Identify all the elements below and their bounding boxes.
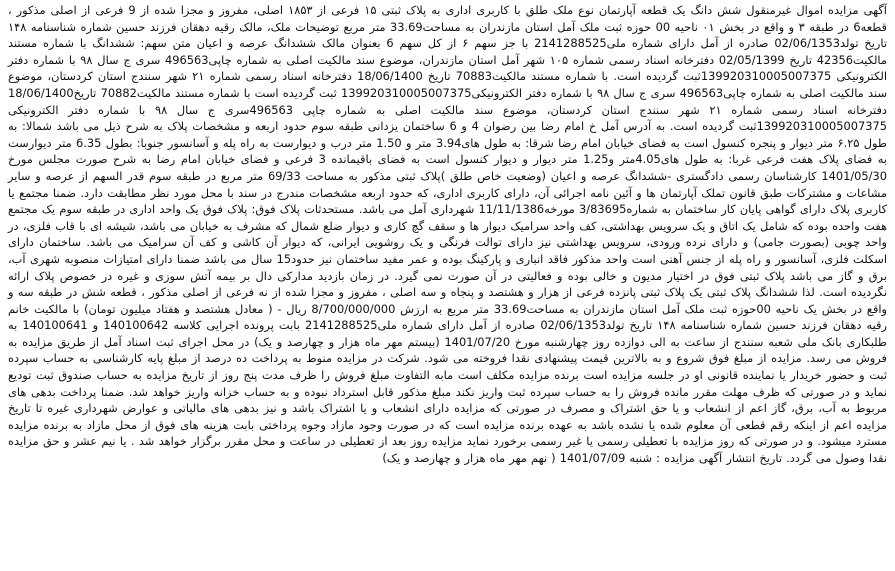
- auction-notice-text: آگهی مزایده اموال غیرمنقول شش دانگ یک قطعه آپارتمان نوع ملک طلق با کاربری اداری به پلاک ثبتی ۱۵ فرعی از ۱۸۵۳ اصلی، مفروز و مجزا شده از 9 فرعی از اصلی مذکور ، قطعه6 در طبقه ۳ و واقع در بخش ۰۱ ناحیه 00 حوزه ثبت ملک آمل استان مازندران به مساحت33.69 متر مربع توضیحات ملک، مالک رقیه دهقان فرزند حسین شماره شناسنامه ۱۴۸ تاریخ تولد02/06/1353 صادره از آمل دارای شماره ملی2141288525 با جز سهم ۶ از کل سهم 6 بعنوان مالک ششدانگ عرصه و اعیان متن سهم: ششدانگ با شماره مستند مالکیت42356 تاریخ 02/05/1399 دفترخانه اسناد رسمی شماره ۱۰۵ شهر آمل استان مازندران، موضوع سند مالکیت اصلی به شماره چاپی496563 سری ج سال ۹۸ با شماره دفتر الکترونیکی 139920310005007375ثبت گردیده است. با شماره مستند مالکیت70883 تاریخ 18/06/1400 دفترخانه اسناد رسمی شماره ۲۱ شهر سنندج استان کردستان، موضوع سند مالکیت اصلی به شماره چاپی496563 سری ج سال ۹۸ با شماره دفتر الکترونیکی139920310005007375 ثبت گردیده است با شماره مستند مالکیت70882 تاریخ18/06/1400 دفترخانه اسناد رسمی شماره ۲۱ شهر سنندج استان کردستان، موضوع سند مالکیت اصلی به شماره چاپی 496563سری ج سال ۹۸ با شماره دفتر الکترونیکی 139920310005007375ثبت گردیده است. به آدرس آمل خ امام رضا بین رضوان 4 و 6 ساختمان یزدانی طبقه سوم حدود اربعه و مشخصات پلاک به شرح ذیل می باشد شمالا: به طول ۶.۲۵ متر دیوار و پنجره کنسول است به فضای خیابان امام رضا شرقا: به طول های3.94 متر و 1.50 متر درب و دیوارست به راه پله و آسانسور جنوبا: بطول 6.35 متر دیوارست به فضای پلاک هفت فرعی غربا: به طول های4.05متر و1.25 متر دیوار و دیوار کنسول است به فضای باقیمانده 3 فرعی و فضای خیابان امام رضا به شرح صورت مجلس مورخ 1401/05/30 کارشناسان رسمی دادگستری -ششدانگ عرصه و اعیان (وضعیت خاص طلق )پلاک ثبتی مذکور به مساحت 69/33 متر مربع در طبقه سوم قدر السهم از عرصه و سایر مشاعات و مشترکات طبق قانون تملک آپارتمان ها و آئین نامه اجرائی آن، دارای کاربری اداری، که حدود اربعه مشخصات مندرج در سند با محل مورد نظر مطابقت دارد. ضمنا مجتمع یا کاربری پلاک دارای گواهی پایان کار ساختمان به شماره3/83695 مورخه11/11/1386 شهرداری آمل می باشد. مستحدثات پلاک فوق: پلاک فوق یک واحد اداری در طبقه سوم یک مجتمع هفت واحده بوده که شامل یک اتاق و یک سرویس بهداشتی، کف واحد سرامیک دیوار ها و سقف گچ کاری و دیوار ضلع شمال که مشرف به خیابان می باشد، شیشه ای با قاب فلزی، در واحد چوبی (بصورت جامی) و دارای نرده ورودی، سرویس بهداشتی نیز دارای توالت فرنگی و یک روشویی ایرانی، که دیوار آن کاشی و کف آن سرامیک می باشد. ساختمان دارای اسکلت فلزی، آسانسور و راه پله از جنس آهنی است واحد مذکور فاقد انباری و پارکینگ بوده و عمر مفید ساختمان نیز حدود15 سال می باشد ضمنا دارای امتیازات منصوبه شهری آب، برق و گاز می باشد پلاک ثبتی فوق در اختیار مدیون و خالی بوده و فعالیتی در آن صورت نمی گیرد. در زمان بازدید مدارکی دال بر بیمه آتش سوزی و غیره در خصوص پلاک ارائه نگردیده است. لذا ششدانگ پلاک ثبتی یک پلاک ثبتی پانزده فرعی از هزار و هشتصد و پنجاه و سه اصلی ، مفروز و مجزا شده از نه فرعی از اصلی مذکور ، قطعه شش در طبقه سه و واقع در بخش یک ناحیه 00حوزه ثبت ملک آمل استان مازندران به مساحت33.69 متر مربع به ارزش 8/700/000/000 ریال - ( معادل هشتصد و هفتاد میلیون تومان) با مالکیت خانم رقیه دهقان فرزند حسین شماره شناسنامه ۱۴۸ تاریخ تولد02/06/1353 صادره از آمل دارای شماره ملی2141288525 بابت پرونده اجرایی کلاسه 140100642 و 140100641 به طلبکاری بانک ملی شعبه سنندج از ساعت به الی دوازده روز چهارشنبه مورخ 1401/07/20 (بیستم مهر ماه هزار و چهارصد و یک) در محل اجرای ثبت اسناد آمل از طریق مزایده به فروش می رسد. مزایده از مبلغ فوق شروع و به بالاترین قیمت پیشنهادی نقدا فروخته می شود. شرکت در مزایده منوط به پرداخت ده درصد از مبلغ پایه کارشناسی به حساب سپرده ثبت و حضور خریدار یا نماینده قانونی او در جلسه مزایده است برنده مزایده مکلف است مابه التفاوت مبلغ فروش را ظرف مدت پنج روز از تاریخ مزایده به حساب صندوق ثبت تودیع نماید و در صورتی که ظرف مهلت مقرر مانده فروش را به حساب سپرده ثبت واریز نکند مبلغ مذکور قابل استرداد نبوده و به حساب خزانه واریز خواهد شد. ضمنا پرداخت بدهی های مربوط به آب، برق، گاز اعم از انشعاب و یا حق اشتراک و مصرف در صورتی که مزایده دارای انشعاب و یا اشتراک باشد و نیز بدهی های مالیاتی و عوارض شهرداری غیره تا تاریخ مزایده اعم از اینکه رقم قطعی آن معلوم شده یا نشده باشد به عهده برنده مزایده است که در صورت وجود مازاد وجوه پرداختی بابت هزینه های فوق از محل مازاد به برنده مزایده مسترد میشود. و در صورتی که روز مزایده با تعطیلی رسمی یا غیر رسمی برخورد نماید مزایده روز بعد از تعطیلی در ساعت و محل مقرر برگزار خواهد شد . یا نیم عشر و حق مزایده نقدا وصول می گردد. تاریخ انتشار آگهی مزایده : شنبه 1401/07/09 ( نهم مهر ماه هزار و چهارصد و یک): [8, 3, 888, 466]
